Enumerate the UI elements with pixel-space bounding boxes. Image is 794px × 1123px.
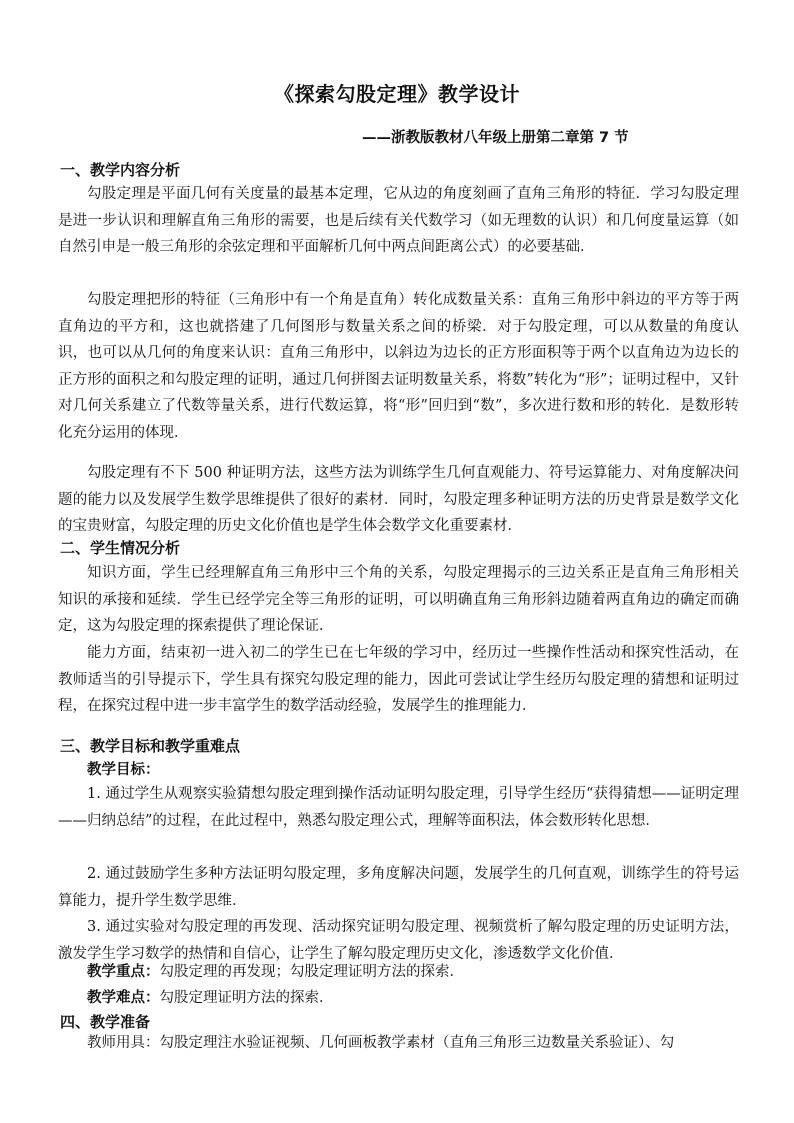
paragraph: 勾股定理有不下 500 种证明方法，这些方法为训练学生几何直观能力、符号运算能力、对角度解决问题的能力以及发展学生数学思维提供了很好的素材．同时，勾股定理多种证明方法的历史背景是数学文化的宝贵财富，勾股定理的历史文化价值也是学生体会数学文化重要素材． <box>58 465 739 535</box>
difficulty-text: 勾股定理证明方法的探索． <box>159 990 334 1006</box>
section-heading-preparation: 四、教学准备 <box>60 1013 151 1031</box>
goal-item: 1. 通过学生从观察实验猜想勾股定理到操作活动证明勾股定理，引导学生经历“获得猜想——证明定理——归纳总结”的过程，在此过程中，熟悉勾股定理公式，理解等面积法，体会数形转化思想． <box>58 786 739 829</box>
key-point-line <box>87 960 464 981</box>
key-point-label: 教学重点： <box>87 964 160 980</box>
difficulty-line <box>87 986 334 1007</box>
goal-item: 3. 通过实验对勾股定理的再发现、活动探究证明勾股定理、视频赏析了解勾股定理的历史证明方法，激发学生学习数学的热情和自信心，让学生了解勾股定理历史文化，渗透数学文化价值． <box>58 919 739 962</box>
paragraph: 勾股定理把形的特征（三角形中有一个角是直角）转化成数量关系：直角三角形中斜边的平方等于两直角边的平方和，这也就搭建了几何图形与数量关系之间的桥梁．对于勾股定理，可以从数量的角度认识，也可以从几何的角度来认识：直角三角形中，以斜边为边长的正方形面积等于两个以直角边为边长的正方形的面积之和勾股定理的证明，通过几何拼图去证明数量关系，将数”转化为“形”；证明过程中，又针对几何关系建立了代数等量关系，进行代数运算，将“形”回归到“数”，多次进行数和形的转化．是数形转化充分运用的体现． <box>58 292 740 441</box>
document-title: 《探索勾股定理》教学设计 <box>274 82 520 106</box>
paragraph: 勾股定理是平面几何有关度量的最基本定理，它从边的角度刻画了直角三角形的特征．学习勾股定理是进一步认识和理解直角三角形的需要，也是后续有关代数学习（如无理数的认识）和几何度量运算（如自然引申是一般三角形的余弦定理和平面解析几何中两点间距离公式）的必要基础． <box>58 186 739 256</box>
goals-label: 教学目标： <box>87 762 160 778</box>
section-heading-goals: 三、教学目标和教学重难点 <box>60 737 241 755</box>
section-heading-student-analysis: 二、学生情况分析 <box>60 539 181 557</box>
key-point-text: 勾股定理的再发现；勾股定理证明方法的探索． <box>159 964 464 980</box>
section-heading-content-analysis: 一、教学内容分析 <box>60 161 181 179</box>
paragraph: 教师用具：勾股定理注水验证视频、几何画板教学素材（直角三角形三边数量关系验证）、勾 <box>87 1035 675 1051</box>
document-subtitle: ——浙教版教材八年级上册第二章第 7 节 <box>362 130 629 146</box>
goal-item: 2. 通过鼓励学生多种方法证明勾股定理，多角度解决问题，发展学生的几何直观，训练学生的符号运算能力，提升学生数学思维． <box>58 866 739 909</box>
paragraph: 知识方面，学生已经理解直角三角形中三个角的关系，勾股定理揭示的三边关系正是直角三角形相关知识的承接和延续．学生已经学完全等三角形的证明，可以明确直角三角形斜边随着两直角边的确定而确定，这为勾股定理的探索提供了理论保证． <box>58 565 739 635</box>
difficulty-label: 教学难点： <box>87 990 160 1006</box>
paragraph: 能力方面，结束初一进入初二的学生已在七年级的学习中，经历过一些操作性活动和探究性活动，在教师适当的引导提示下，学生具有探究勾股定理的能力，因此可尝试让学生经历勾股定理的猜想和证明过程，在探究过程中进一步丰富学生的数学活动经验，发展学生的推理能力． <box>58 645 739 715</box>
